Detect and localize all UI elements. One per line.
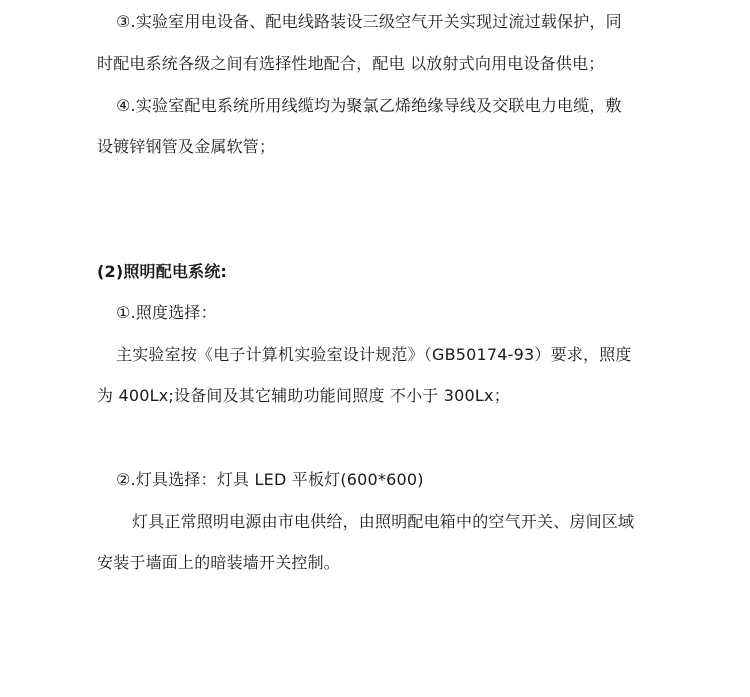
- lamp-text-line-1: 灯具正常照明电源由市电供给，由照明配电箱中的空气开关、房间区域: [132, 512, 635, 531]
- paragraph-3-line-1: ③.实验室用电设备、配电线路装设三级空气开关实现过流过载保护，同: [116, 12, 622, 31]
- lamp-text-line-2: 安装于墙面上的暗装墙开关控制。: [97, 553, 341, 572]
- illumination-text-line-1: 主实验室按《电子计算机实验室设计规范》（GB50174-93）要求，照度: [116, 345, 632, 364]
- lamp-label: ②.灯具选择：灯具 LED 平板灯(600*600): [116, 470, 424, 489]
- illumination-label: ①.照度选择：: [116, 303, 217, 322]
- paragraph-4-line-2: 设镀锌钢管及金属软管；: [97, 137, 276, 156]
- illumination-text-line-2: 为 400Lx;设备间及其它辅助功能间照度 不小于 300Lx；: [97, 386, 510, 405]
- paragraph-3-line-2: 时配电系统各级之间有选择性地配合，配电 以放射式向用电设备供电；: [97, 54, 605, 73]
- paragraph-4-line-1: ④.实验室配电系统所用线缆均为聚氯乙烯绝缘导线及交联电力电缆，敷: [116, 96, 622, 115]
- section-heading: (2)照明配电系统:: [97, 262, 228, 281]
